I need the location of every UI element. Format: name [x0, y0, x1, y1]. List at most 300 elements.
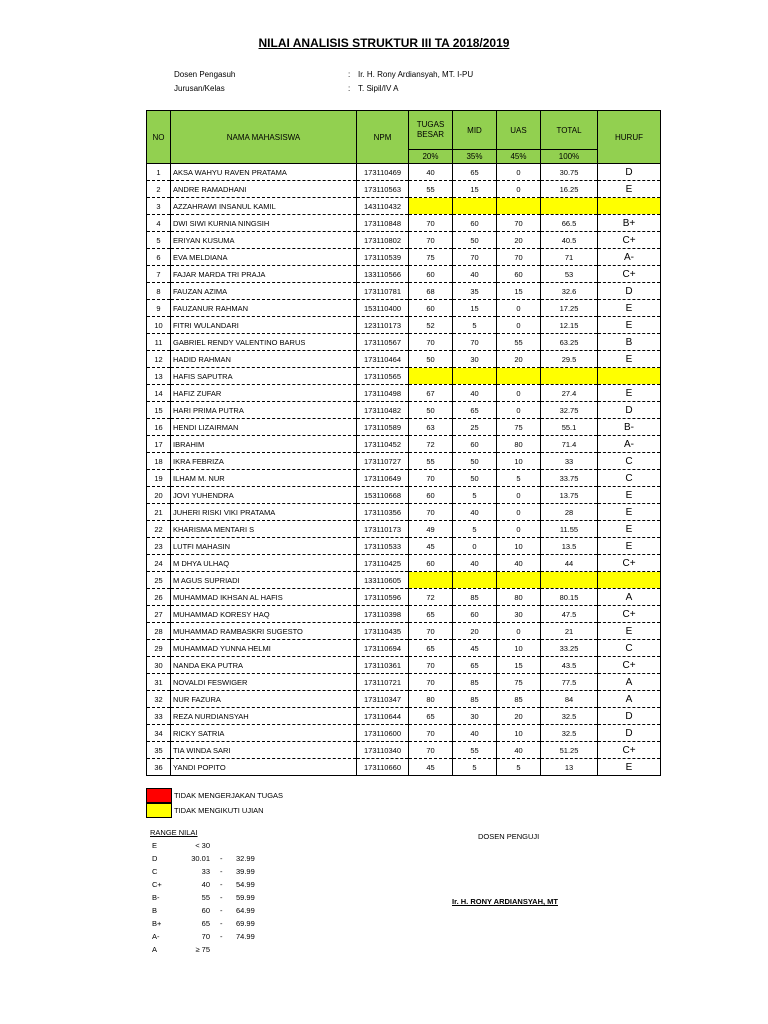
- cell-uas: 40: [497, 555, 541, 572]
- cell-no: 28: [147, 623, 171, 640]
- table-row: [147, 606, 661, 623]
- cell-tugas: 70: [409, 674, 453, 691]
- cell-no: 27: [147, 606, 171, 623]
- cell-no: 9: [147, 300, 171, 317]
- cell-mid: 60: [453, 215, 497, 232]
- cell-mid: 25: [453, 419, 497, 436]
- cell-nama: NANDA EKA PUTRA: [171, 657, 357, 674]
- cell-tugas: 70: [409, 657, 453, 674]
- cell-total: 66.5: [541, 215, 598, 232]
- cell-nama: AKSA WAHYU RAVEN PRATAMA: [171, 164, 357, 181]
- cell-huruf: C: [598, 470, 661, 487]
- cell-tugas: 60: [409, 266, 453, 283]
- table-row: [147, 453, 661, 470]
- cell-npm: 173110464: [357, 351, 409, 368]
- cell-nama: FAUZANUR RAHMAN: [171, 300, 357, 317]
- cell-huruf: A: [598, 589, 661, 606]
- cell-uas: 60: [497, 266, 541, 283]
- info-separator: :: [348, 70, 351, 79]
- cell-npm: 173110398: [357, 606, 409, 623]
- table-row: [147, 317, 661, 334]
- cell-nama: FAJAR MARDA TRI PRAJA: [171, 266, 357, 283]
- cell-no: 6: [147, 249, 171, 266]
- grades-body: [147, 164, 661, 776]
- cell-no: 26: [147, 589, 171, 606]
- cell-mid: 85: [453, 691, 497, 708]
- table-row: [147, 538, 661, 555]
- cell-tugas: 72: [409, 436, 453, 453]
- table-row: [147, 674, 661, 691]
- cell-no: 24: [147, 555, 171, 572]
- header-tugas: TUGAS BESAR: [409, 111, 453, 150]
- cell-tugas: 75: [409, 249, 453, 266]
- cell-uas: 80: [497, 589, 541, 606]
- cell-nama: MUHAMMAD RAMBASKRI SUGESTO: [171, 623, 357, 640]
- legend-label: TIDAK MENGIKUTI UJIAN: [174, 806, 264, 815]
- range-low: 70: [201, 932, 210, 941]
- range-grade: C+: [152, 880, 162, 889]
- cell-mid: 60: [453, 606, 497, 623]
- cell-npm: 123110173: [357, 317, 409, 334]
- cell-total: 43.5: [541, 657, 598, 674]
- cell-uas: 0: [497, 487, 541, 504]
- range-low: 55: [201, 893, 210, 902]
- cell-huruf: E: [598, 504, 661, 521]
- table-row: [147, 436, 661, 453]
- cell-total: 53: [541, 266, 598, 283]
- cell-tugas: 70: [409, 470, 453, 487]
- cell-mid: 30: [453, 351, 497, 368]
- cell-nama: MUHAMMAD IKHSAN AL HAFIS: [171, 589, 357, 606]
- cell-nama: ANDRE RAMADHANI: [171, 181, 357, 198]
- cell-nama: LUTFI MAHASIN: [171, 538, 357, 555]
- weight-total: 100%: [541, 150, 598, 164]
- cell-nama: ERIYAN KUSUMA: [171, 232, 357, 249]
- weight-tugas: 20%: [409, 150, 453, 164]
- table-row: [147, 266, 661, 283]
- header-uas: UAS: [497, 111, 541, 150]
- cell-nama: TIA WINDA SARI: [171, 742, 357, 759]
- cell-tugas: 65: [409, 640, 453, 657]
- cell-uas: 0: [497, 164, 541, 181]
- range-dash: -: [220, 932, 223, 941]
- cell-mid: 50: [453, 232, 497, 249]
- range-high: 64.99: [236, 906, 255, 915]
- cell-no: 19: [147, 470, 171, 487]
- cell-huruf: C: [598, 453, 661, 470]
- range-list: [150, 841, 270, 958]
- cell-huruf: D: [598, 725, 661, 742]
- range-low: < 30: [195, 841, 210, 850]
- range-low: 40: [201, 880, 210, 889]
- cell-npm: 173110435: [357, 623, 409, 640]
- cell-mid: 30: [453, 708, 497, 725]
- cell-uas: 10: [497, 538, 541, 555]
- cell-uas: 0: [497, 181, 541, 198]
- cell-huruf: B-: [598, 419, 661, 436]
- cell-npm: 173110482: [357, 402, 409, 419]
- cell-total: 17.25: [541, 300, 598, 317]
- cell-tugas: [409, 368, 453, 385]
- range-grade: A-: [152, 932, 160, 941]
- cell-no: 4: [147, 215, 171, 232]
- cell-mid: 45: [453, 640, 497, 657]
- table-row: [147, 283, 661, 300]
- cell-tugas: 70: [409, 623, 453, 640]
- cell-tugas: 80: [409, 691, 453, 708]
- range-high: 74.99: [236, 932, 255, 941]
- cell-mid: 40: [453, 504, 497, 521]
- cell-mid: 85: [453, 589, 497, 606]
- range-grade: B-: [152, 893, 160, 902]
- cell-no: 18: [147, 453, 171, 470]
- cell-total: 32.5: [541, 725, 598, 742]
- cell-uas: 0: [497, 317, 541, 334]
- cell-no: 32: [147, 691, 171, 708]
- cell-mid: 15: [453, 181, 497, 198]
- cell-npm: 173110596: [357, 589, 409, 606]
- cell-tugas: 65: [409, 606, 453, 623]
- table-row: [147, 419, 661, 436]
- range-row: [150, 880, 270, 893]
- cell-nama: MUHAMMAD KORESY HAQ: [171, 606, 357, 623]
- cell-npm: 173110649: [357, 470, 409, 487]
- cell-npm: 153110668: [357, 487, 409, 504]
- range-row: [150, 932, 270, 945]
- table-row: [147, 487, 661, 504]
- cell-uas: 20: [497, 232, 541, 249]
- table-row: [147, 402, 661, 419]
- table-row: [147, 657, 661, 674]
- range-low: 60: [201, 906, 210, 915]
- cell-huruf: B: [598, 334, 661, 351]
- cell-uas: 10: [497, 453, 541, 470]
- cell-tugas: 68: [409, 283, 453, 300]
- cell-no: 10: [147, 317, 171, 334]
- header-no: NO: [147, 111, 171, 164]
- cell-uas: [497, 198, 541, 215]
- cell-huruf: B+: [598, 215, 661, 232]
- cell-mid: 60: [453, 436, 497, 453]
- range-grade: E: [152, 841, 158, 850]
- cell-no: 34: [147, 725, 171, 742]
- table-row: [147, 215, 661, 232]
- cell-nama: NUR FAZURA: [171, 691, 357, 708]
- cell-total: 28: [541, 504, 598, 521]
- cell-no: 3: [147, 198, 171, 215]
- cell-total: 55.1: [541, 419, 598, 436]
- cell-huruf: [598, 572, 661, 589]
- cell-nama: IBRAHIM: [171, 436, 357, 453]
- cell-mid: 40: [453, 266, 497, 283]
- range-row: [150, 854, 270, 867]
- cell-no: 7: [147, 266, 171, 283]
- range-high: 39.99: [236, 867, 255, 876]
- cell-mid: 65: [453, 402, 497, 419]
- cell-mid: 15: [453, 300, 497, 317]
- page-title: NILAI ANALISIS STRUKTUR III TA 2018/2019: [258, 36, 510, 50]
- cell-huruf: E: [598, 181, 661, 198]
- cell-uas: 15: [497, 657, 541, 674]
- cell-no: 2: [147, 181, 171, 198]
- cell-tugas: 60: [409, 300, 453, 317]
- range-row: [150, 841, 270, 854]
- legend-label: TIDAK MENGERJAKAN TUGAS: [174, 791, 284, 800]
- cell-no: 14: [147, 385, 171, 402]
- cell-nama: FAUZAN AZIMA: [171, 283, 357, 300]
- cell-total: 80.15: [541, 589, 598, 606]
- cell-mid: 20: [453, 623, 497, 640]
- table-row: [147, 589, 661, 606]
- range-dash: -: [220, 880, 223, 889]
- cell-tugas: 49: [409, 521, 453, 538]
- cell-mid: 50: [453, 453, 497, 470]
- range-dash: -: [220, 906, 223, 915]
- info-value: T. Sipil/IV A: [358, 84, 399, 93]
- cell-tugas: [409, 572, 453, 589]
- cell-tugas: 40: [409, 164, 453, 181]
- cell-total: 29.5: [541, 351, 598, 368]
- cell-no: 5: [147, 232, 171, 249]
- cell-uas: 55: [497, 334, 541, 351]
- cell-nama: HAFIZ ZUFAR: [171, 385, 357, 402]
- cell-no: 20: [147, 487, 171, 504]
- cell-uas: 20: [497, 351, 541, 368]
- weight-mid: 35%: [453, 150, 497, 164]
- cell-huruf: E: [598, 317, 661, 334]
- cell-nama: DWI SIWI KURNIA NINGSIH: [171, 215, 357, 232]
- cell-nama: MUHAMMAD YUNNA HELMI: [171, 640, 357, 657]
- info-value: Ir. H. Rony Ardiansyah, MT. I-PU: [358, 70, 474, 79]
- cell-npm: 173110589: [357, 419, 409, 436]
- cell-mid: [453, 572, 497, 589]
- cell-tugas: 63: [409, 419, 453, 436]
- cell-npm: 173110469: [357, 164, 409, 181]
- table-row: [147, 725, 661, 742]
- cell-total: 71: [541, 249, 598, 266]
- cell-npm: 173110694: [357, 640, 409, 657]
- cell-no: 25: [147, 572, 171, 589]
- cell-uas: 75: [497, 419, 541, 436]
- table-row: [147, 504, 661, 521]
- table-row: [147, 759, 661, 776]
- cell-npm: 173110565: [357, 368, 409, 385]
- range-row: [150, 893, 270, 906]
- cell-npm: 173110644: [357, 708, 409, 725]
- cell-npm: 173110340: [357, 742, 409, 759]
- cell-npm: 173110425: [357, 555, 409, 572]
- cell-huruf: E: [598, 351, 661, 368]
- cell-total: 77.5: [541, 674, 598, 691]
- cell-total: 51.25: [541, 742, 598, 759]
- cell-npm: 143110432: [357, 198, 409, 215]
- cell-nama: EVA MELDIANA: [171, 249, 357, 266]
- cell-huruf: E: [598, 759, 661, 776]
- cell-mid: 40: [453, 385, 497, 402]
- cell-huruf: D: [598, 283, 661, 300]
- weight-uas: 45%: [497, 150, 541, 164]
- cell-uas: 0: [497, 385, 541, 402]
- cell-total: [541, 198, 598, 215]
- cell-uas: 0: [497, 402, 541, 419]
- cell-npm: 173110781: [357, 283, 409, 300]
- cell-uas: 0: [497, 623, 541, 640]
- range-grade: C: [152, 867, 158, 876]
- cell-no: 36: [147, 759, 171, 776]
- range-row: [150, 945, 270, 958]
- range-low: 65: [201, 919, 210, 928]
- cell-nama: HAFIS SAPUTRA: [171, 368, 357, 385]
- range-grade: B+: [152, 919, 162, 928]
- cell-tugas: 50: [409, 402, 453, 419]
- cell-npm: 173110721: [357, 674, 409, 691]
- table-row: [147, 334, 661, 351]
- cell-no: 22: [147, 521, 171, 538]
- cell-nama: RICKY SATRIA: [171, 725, 357, 742]
- range-row: [150, 867, 270, 880]
- table-row: [147, 351, 661, 368]
- cell-huruf: C+: [598, 657, 661, 674]
- cell-nama: AZZAHRAWI INSANUL KAMIL: [171, 198, 357, 215]
- cell-no: 31: [147, 674, 171, 691]
- cell-huruf: [598, 368, 661, 385]
- cell-npm: 173110452: [357, 436, 409, 453]
- cell-mid: 0: [453, 538, 497, 555]
- cell-tugas: 67: [409, 385, 453, 402]
- cell-no: 30: [147, 657, 171, 674]
- cell-total: 63.25: [541, 334, 598, 351]
- cell-no: 33: [147, 708, 171, 725]
- dosen-penguji-label: DOSEN PENGUJI: [478, 832, 540, 841]
- cell-tugas: 70: [409, 725, 453, 742]
- cell-tugas: 45: [409, 538, 453, 555]
- cell-nama: HARI PRIMA PUTRA: [171, 402, 357, 419]
- cell-tugas: 52: [409, 317, 453, 334]
- cell-total: 27.4: [541, 385, 598, 402]
- cell-no: 35: [147, 742, 171, 759]
- cell-huruf: A-: [598, 249, 661, 266]
- cell-huruf: C+: [598, 606, 661, 623]
- cell-npm: 173110498: [357, 385, 409, 402]
- cell-total: 11.55: [541, 521, 598, 538]
- table-row: [147, 623, 661, 640]
- cell-mid: [453, 198, 497, 215]
- range-high: 32.99: [236, 854, 255, 863]
- cell-uas: 10: [497, 640, 541, 657]
- table-row: [147, 164, 661, 181]
- header-nama: NAMA MAHASISWA: [171, 111, 357, 164]
- cell-tugas: 45: [409, 759, 453, 776]
- cell-mid: 85: [453, 674, 497, 691]
- table-row: [147, 640, 661, 657]
- cell-huruf: C+: [598, 232, 661, 249]
- cell-nama: YANDI POPITO: [171, 759, 357, 776]
- cell-total: 30.75: [541, 164, 598, 181]
- cell-mid: 35: [453, 283, 497, 300]
- header-mid: MID: [453, 111, 497, 150]
- range-low: 30.01: [191, 854, 210, 863]
- table-row: [147, 368, 661, 385]
- cell-npm: 173110660: [357, 759, 409, 776]
- cell-no: 16: [147, 419, 171, 436]
- cell-no: 21: [147, 504, 171, 521]
- table-row: [147, 198, 661, 215]
- cell-uas: 85: [497, 691, 541, 708]
- cell-npm: 173110563: [357, 181, 409, 198]
- cell-tugas: 60: [409, 487, 453, 504]
- dosen-penguji-name: Ir. H. RONY ARDIANSYAH, MT: [452, 897, 558, 906]
- cell-total: 32.5: [541, 708, 598, 725]
- header-npm: NPM: [357, 111, 409, 164]
- cell-tugas: 50: [409, 351, 453, 368]
- cell-npm: 173110802: [357, 232, 409, 249]
- range-grade: A: [152, 945, 158, 954]
- cell-mid: 40: [453, 725, 497, 742]
- cell-npm: 173110173: [357, 521, 409, 538]
- cell-huruf: E: [598, 487, 661, 504]
- header-total: TOTAL: [541, 111, 598, 150]
- cell-total: 33.75: [541, 470, 598, 487]
- cell-mid: 5: [453, 317, 497, 334]
- cell-huruf: D: [598, 402, 661, 419]
- range-row: [150, 919, 270, 932]
- cell-nama: JUHERI RISKI VIKI PRATAMA: [171, 504, 357, 521]
- cell-uas: 75: [497, 674, 541, 691]
- cell-uas: 10: [497, 725, 541, 742]
- table-row: [147, 249, 661, 266]
- header-huruf: HURUF: [598, 111, 661, 164]
- cell-tugas: 70: [409, 334, 453, 351]
- cell-nama: GABRIEL RENDY VALENTINO BARUS: [171, 334, 357, 351]
- cell-tugas: 65: [409, 708, 453, 725]
- table-row: [147, 232, 661, 249]
- cell-uas: 20: [497, 708, 541, 725]
- cell-huruf: E: [598, 521, 661, 538]
- table-row: [147, 181, 661, 198]
- table-row: [147, 708, 661, 725]
- cell-huruf: E: [598, 300, 661, 317]
- cell-mid: 65: [453, 164, 497, 181]
- cell-total: [541, 572, 598, 589]
- cell-nama: FITRI WULANDARI: [171, 317, 357, 334]
- cell-total: 33.25: [541, 640, 598, 657]
- cell-no: 8: [147, 283, 171, 300]
- cell-npm: 173110361: [357, 657, 409, 674]
- cell-uas: 0: [497, 521, 541, 538]
- range-high: 59.99: [236, 893, 255, 902]
- range-dash: -: [220, 919, 223, 928]
- cell-huruf: A-: [598, 436, 661, 453]
- range-high: 54.99: [236, 880, 255, 889]
- grades-table: [146, 110, 661, 776]
- range-high: 69.99: [236, 919, 255, 928]
- table-row: [147, 385, 661, 402]
- cell-huruf: E: [598, 538, 661, 555]
- cell-total: 47.5: [541, 606, 598, 623]
- cell-no: 12: [147, 351, 171, 368]
- cell-tugas: 70: [409, 504, 453, 521]
- cell-npm: 173110347: [357, 691, 409, 708]
- cell-mid: 70: [453, 334, 497, 351]
- cell-no: 1: [147, 164, 171, 181]
- cell-uas: 70: [497, 215, 541, 232]
- cell-total: 12.15: [541, 317, 598, 334]
- cell-nama: ILHAM M. NUR: [171, 470, 357, 487]
- info-label: Dosen Pengasuh: [174, 70, 236, 79]
- cell-total: 16.25: [541, 181, 598, 198]
- cell-nama: REZA NURDIANSYAH: [171, 708, 357, 725]
- cell-mid: 70: [453, 249, 497, 266]
